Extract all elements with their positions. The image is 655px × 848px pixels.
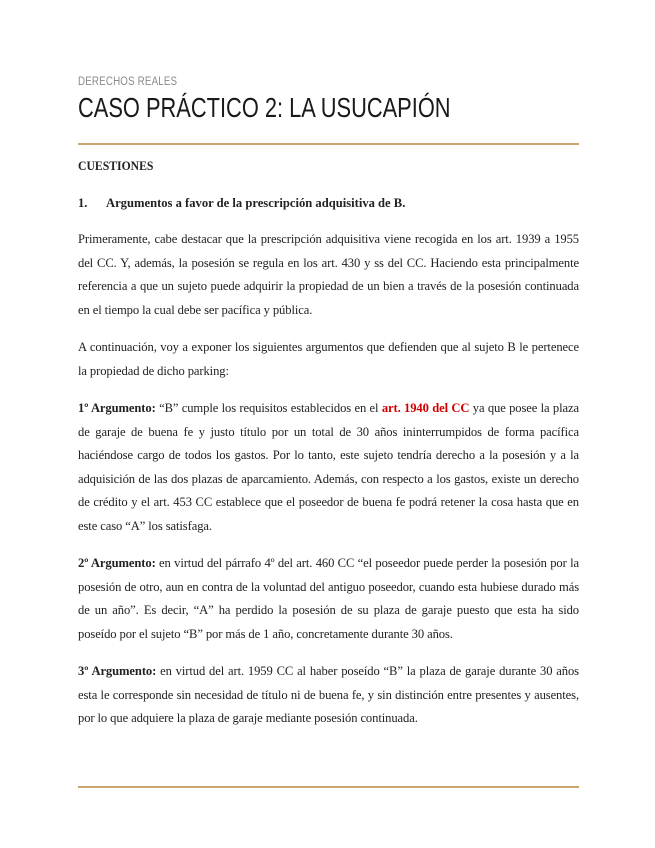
- argument-3-text: en virtud del art. 1959 CC al haber poseído “B” la plaza de garaje durante 30 años esta le corresponde sin necesidad de título ni de buena fe, y sin distinción entre presentes y ausentes, por lo que adquiere la plaza de garaje mediante posesión continuada.: [78, 664, 579, 725]
- question-text: Argumentos a favor de la prescripción adquisitiva de B.: [106, 196, 406, 210]
- header-divider: [78, 143, 579, 145]
- subject-label: DERECHOS REALES: [78, 76, 178, 88]
- argument-1-lead: 1º Argumento:: [78, 401, 156, 415]
- intro-paragraph: Primeramente, cabe destacar que la prescripción adquisitiva viene recogida en los art. 1939 a 1955 del CC. Y, además, la posesión se regula en los art. 430 y ss del CC. Haciendo esta principalmente referencia a que un sujeto puede adquirir la propiedad de un bien a través de la posesión continuada en el tiempo la cual debe ser pacífica y pública.: [78, 232, 579, 317]
- argument-1-text-before: “B” cumple los requisitos establecidos en el: [155, 401, 382, 415]
- question-number: 1.: [78, 196, 88, 210]
- argument-3-lead: 3º Argumento:: [78, 664, 157, 678]
- footer-divider: [78, 786, 579, 788]
- argument-2-text: en virtud del párrafo 4º del art. 460 CC “el poseedor puede perder la posesión por la posesión de otro, aun en contra de la voluntad del antiguo poseedor, cuando esta hubiese durado más de un año”. Es decir, “A” ha perdido la posesión de su plaza de garaje puesto que esta ha sido poseído por el sujeto “B” por más de 1 año, concretamente durante 30 años.: [78, 556, 579, 641]
- argument-2-lead: 2º Argumento:: [78, 556, 156, 570]
- argument-3-paragraph: [78, 660, 579, 731]
- page-header: [78, 76, 578, 124]
- continuation-paragraph: A continuación, voy a exponer los siguientes argumentos que defienden que al sujeto B le pertenece la propiedad de dicho parking:: [78, 340, 579, 378]
- argument-1-text-after: ya que posee la plaza de garaje de buena fe y justo título por un total de 30 años ininterrumpidos de forma pacífica haciéndose cargo de todos los gastos. Por lo tanto, este sujeto tendría derecho a la posesión y a la adquisición de las dos plazas de aparcamiento. Además, con respecto a los gastos, existe un derecho de crédito y el art. 453 CC establece que el poseedor de buena fe podrá retener la cosa hasta que en este caso “A” los satisfaga.: [78, 401, 579, 533]
- page-title: CASO PRÁCTICO 2: LA USUCAPIÓN: [78, 92, 451, 123]
- question-heading: [78, 196, 579, 211]
- argument-1-paragraph: [78, 397, 579, 538]
- document-body: [78, 158, 579, 731]
- section-heading: CUESTIONES: [78, 158, 154, 173]
- article-highlight: art. 1940 del CC: [381, 401, 470, 415]
- argument-2-paragraph: [78, 552, 579, 646]
